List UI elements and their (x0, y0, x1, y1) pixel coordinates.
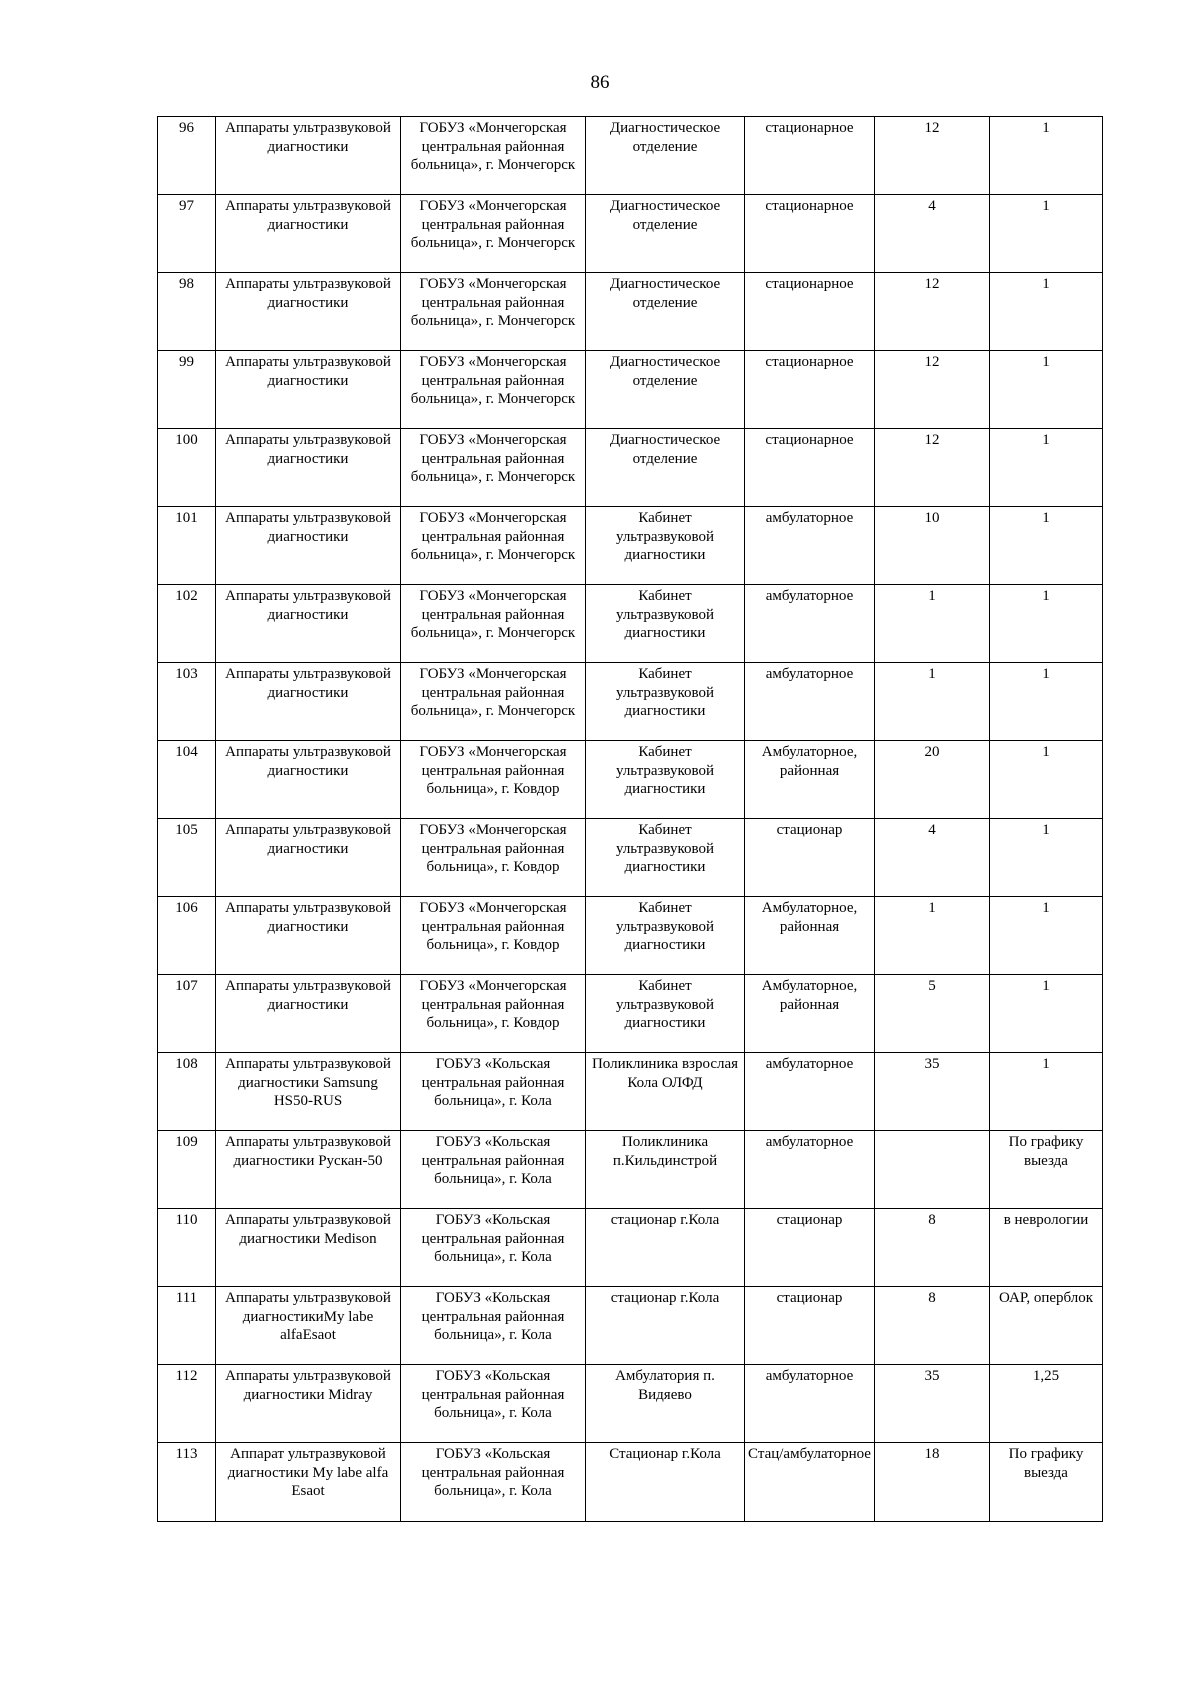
cell-department: Диагностическое отделение (586, 429, 745, 507)
table-row (158, 507, 1103, 585)
cell-device: Аппараты ультразвуковой диагностики (216, 975, 401, 1053)
cell-organization: ГОБУЗ «Кольская центральная районная больница», г. Кола (401, 1131, 586, 1209)
table-row (158, 117, 1103, 195)
cell-device: Аппараты ультразвуковой диагностики (216, 897, 401, 975)
cell-shift: По графику выезда (990, 1443, 1103, 1522)
cell-department: Кабинет ультразвуковой диагностики (586, 741, 745, 819)
cell-number: 97 (158, 195, 216, 273)
cell-organization: ГОБУЗ «Мончегорская центральная районная больница», г. Ковдор (401, 819, 586, 897)
cell-organization: ГОБУЗ «Мончегорская центральная районная больница», г. Мончегорск (401, 273, 586, 351)
cell-count: 12 (875, 273, 990, 351)
table-row (158, 1365, 1103, 1443)
table-row (158, 585, 1103, 663)
cell-number: 105 (158, 819, 216, 897)
cell-device: Аппараты ультразвуковой диагностики Medison (216, 1209, 401, 1287)
cell-number: 99 (158, 351, 216, 429)
cell-count: 12 (875, 429, 990, 507)
cell-shift: ОАР, оперблок (990, 1287, 1103, 1365)
cell-device: Аппараты ультразвуковой диагностики (216, 741, 401, 819)
cell-count: 35 (875, 1365, 990, 1443)
cell-mode: стационар (745, 1287, 875, 1365)
cell-department: Кабинет ультразвуковой диагностики (586, 897, 745, 975)
equipment-table (157, 116, 1103, 1522)
cell-shift: 1 (990, 585, 1103, 663)
cell-count: 4 (875, 819, 990, 897)
cell-count: 18 (875, 1443, 990, 1522)
cell-organization: ГОБУЗ «Мончегорская центральная районная больница», г. Мончегорск (401, 663, 586, 741)
cell-count: 8 (875, 1287, 990, 1365)
table-row (158, 1131, 1103, 1209)
cell-device: Аппараты ультразвуковой диагностики (216, 585, 401, 663)
cell-mode: амбулаторное (745, 1053, 875, 1131)
cell-organization: ГОБУЗ «Кольская центральная районная больница», г. Кола (401, 1053, 586, 1131)
table-row (158, 1053, 1103, 1131)
cell-shift: 1 (990, 507, 1103, 585)
cell-number: 98 (158, 273, 216, 351)
cell-mode: Амбулаторное, районная (745, 975, 875, 1053)
cell-shift: в неврологии (990, 1209, 1103, 1287)
cell-count: 20 (875, 741, 990, 819)
page-number: 86 (590, 72, 610, 93)
table-row (158, 819, 1103, 897)
cell-shift: 1 (990, 663, 1103, 741)
cell-organization: ГОБУЗ «Кольская центральная районная больница», г. Кола (401, 1209, 586, 1287)
cell-device: Аппараты ультразвуковой диагностики (216, 663, 401, 741)
cell-device: Аппараты ультразвуковой диагностики Samsung HS50-RUS (216, 1053, 401, 1131)
cell-shift: 1 (990, 117, 1103, 195)
cell-shift: 1 (990, 429, 1103, 507)
cell-shift: 1 (990, 897, 1103, 975)
cell-mode: стационарное (745, 273, 875, 351)
cell-device: Аппараты ультразвуковой диагностикиMy labe alfaEsaot (216, 1287, 401, 1365)
cell-department: Диагностическое отделение (586, 273, 745, 351)
cell-count: 1 (875, 663, 990, 741)
cell-device: Аппараты ультразвуковой диагностики (216, 117, 401, 195)
cell-mode: стационарное (745, 429, 875, 507)
cell-mode: Амбулаторное, районная (745, 897, 875, 975)
cell-device: Аппараты ультразвуковой диагностики (216, 273, 401, 351)
cell-count: 4 (875, 195, 990, 273)
cell-mode: Амбулаторное, районная (745, 741, 875, 819)
cell-device: Аппарат ультразвуковой диагностики My labe alfa Esaot (216, 1443, 401, 1522)
cell-mode: амбулаторное (745, 1131, 875, 1209)
cell-mode: амбулаторное (745, 1365, 875, 1443)
cell-shift: 1 (990, 1053, 1103, 1131)
cell-organization: ГОБУЗ «Кольская центральная районная больница», г. Кола (401, 1287, 586, 1365)
cell-department: Амбулатория п. Видяево (586, 1365, 745, 1443)
cell-organization: ГОБУЗ «Мончегорская центральная районная больница», г. Ковдор (401, 975, 586, 1053)
cell-count: 8 (875, 1209, 990, 1287)
cell-department: Кабинет ультразвуковой диагностики (586, 819, 745, 897)
cell-shift: 1 (990, 819, 1103, 897)
cell-device: Аппараты ультразвуковой диагностики (216, 429, 401, 507)
cell-number: 108 (158, 1053, 216, 1131)
table-row (158, 897, 1103, 975)
cell-shift: 1 (990, 273, 1103, 351)
cell-mode: стационарное (745, 195, 875, 273)
cell-device: Аппараты ультразвуковой диагностики (216, 195, 401, 273)
cell-organization: ГОБУЗ «Мончегорская центральная районная больница», г. Мончегорск (401, 351, 586, 429)
table-row (158, 351, 1103, 429)
cell-device: Аппараты ультразвуковой диагностики Рускан-50 (216, 1131, 401, 1209)
cell-mode: амбулаторное (745, 585, 875, 663)
cell-department: Кабинет ультразвуковой диагностики (586, 663, 745, 741)
cell-device: Аппараты ультразвуковой диагностики (216, 819, 401, 897)
cell-mode: стационар (745, 819, 875, 897)
cell-organization: ГОБУЗ «Мончегорская центральная районная больница», г. Ковдор (401, 741, 586, 819)
cell-count: 12 (875, 351, 990, 429)
cell-organization: ГОБУЗ «Мончегорская центральная районная больница», г. Мончегорск (401, 195, 586, 273)
table-row (158, 429, 1103, 507)
cell-number: 109 (158, 1131, 216, 1209)
cell-mode: Стац/амбулаторное (745, 1443, 875, 1522)
cell-organization: ГОБУЗ «Кольская центральная районная больница», г. Кола (401, 1443, 586, 1522)
cell-shift: 1 (990, 975, 1103, 1053)
cell-department: Стационар г.Кола (586, 1443, 745, 1522)
cell-number: 96 (158, 117, 216, 195)
cell-department: Кабинет ультразвуковой диагностики (586, 975, 745, 1053)
cell-mode: стационарное (745, 117, 875, 195)
cell-organization: ГОБУЗ «Мончегорская центральная районная больница», г. Мончегорск (401, 429, 586, 507)
cell-organization: ГОБУЗ «Мончегорская центральная районная больница», г. Мончегорск (401, 117, 586, 195)
cell-number: 110 (158, 1209, 216, 1287)
cell-mode: амбулаторное (745, 663, 875, 741)
cell-device: Аппараты ультразвуковой диагностики Midray (216, 1365, 401, 1443)
cell-count: 12 (875, 117, 990, 195)
cell-device: Аппараты ультразвуковой диагностики (216, 507, 401, 585)
cell-number: 104 (158, 741, 216, 819)
cell-department: Диагностическое отделение (586, 195, 745, 273)
cell-shift: 1 (990, 195, 1103, 273)
cell-number: 103 (158, 663, 216, 741)
cell-organization: ГОБУЗ «Мончегорская центральная районная больница», г. Ковдор (401, 897, 586, 975)
cell-number: 107 (158, 975, 216, 1053)
cell-device: Аппараты ультразвуковой диагностики (216, 351, 401, 429)
cell-organization: ГОБУЗ «Мончегорская центральная районная больница», г. Мончегорск (401, 585, 586, 663)
cell-number: 112 (158, 1365, 216, 1443)
cell-department: стационар г.Кола (586, 1209, 745, 1287)
cell-number: 106 (158, 897, 216, 975)
cell-department: стационар г.Кола (586, 1287, 745, 1365)
cell-count: 1 (875, 585, 990, 663)
cell-department: Кабинет ультразвуковой диагностики (586, 585, 745, 663)
cell-number: 111 (158, 1287, 216, 1365)
cell-mode: амбулаторное (745, 507, 875, 585)
cell-number: 113 (158, 1443, 216, 1522)
table-row (158, 1209, 1103, 1287)
table-row (158, 1443, 1103, 1522)
table-row (158, 1287, 1103, 1365)
table-body (158, 117, 1103, 1522)
cell-department: Поликлиника п.Кильдинстрой (586, 1131, 745, 1209)
cell-department: Диагностическое отделение (586, 117, 745, 195)
cell-organization: ГОБУЗ «Мончегорская центральная районная больница», г. Мончегорск (401, 507, 586, 585)
table-row (158, 663, 1103, 741)
cell-mode: стационарное (745, 351, 875, 429)
cell-shift: По графику выезда (990, 1131, 1103, 1209)
table-row (158, 741, 1103, 819)
table-row (158, 195, 1103, 273)
table-row (158, 273, 1103, 351)
cell-count (875, 1131, 990, 1209)
cell-shift: 1,25 (990, 1365, 1103, 1443)
cell-organization: ГОБУЗ «Кольская центральная районная больница», г. Кола (401, 1365, 586, 1443)
cell-count: 35 (875, 1053, 990, 1131)
cell-department: Кабинет ультразвуковой диагностики (586, 507, 745, 585)
cell-department: Поликлиника взрослая Кола ОЛФД (586, 1053, 745, 1131)
cell-shift: 1 (990, 741, 1103, 819)
cell-count: 1 (875, 897, 990, 975)
cell-number: 100 (158, 429, 216, 507)
cell-shift: 1 (990, 351, 1103, 429)
cell-count: 5 (875, 975, 990, 1053)
table-row (158, 975, 1103, 1053)
cell-number: 102 (158, 585, 216, 663)
cell-count: 10 (875, 507, 990, 585)
cell-number: 101 (158, 507, 216, 585)
cell-department: Диагностическое отделение (586, 351, 745, 429)
cell-mode: стационар (745, 1209, 875, 1287)
